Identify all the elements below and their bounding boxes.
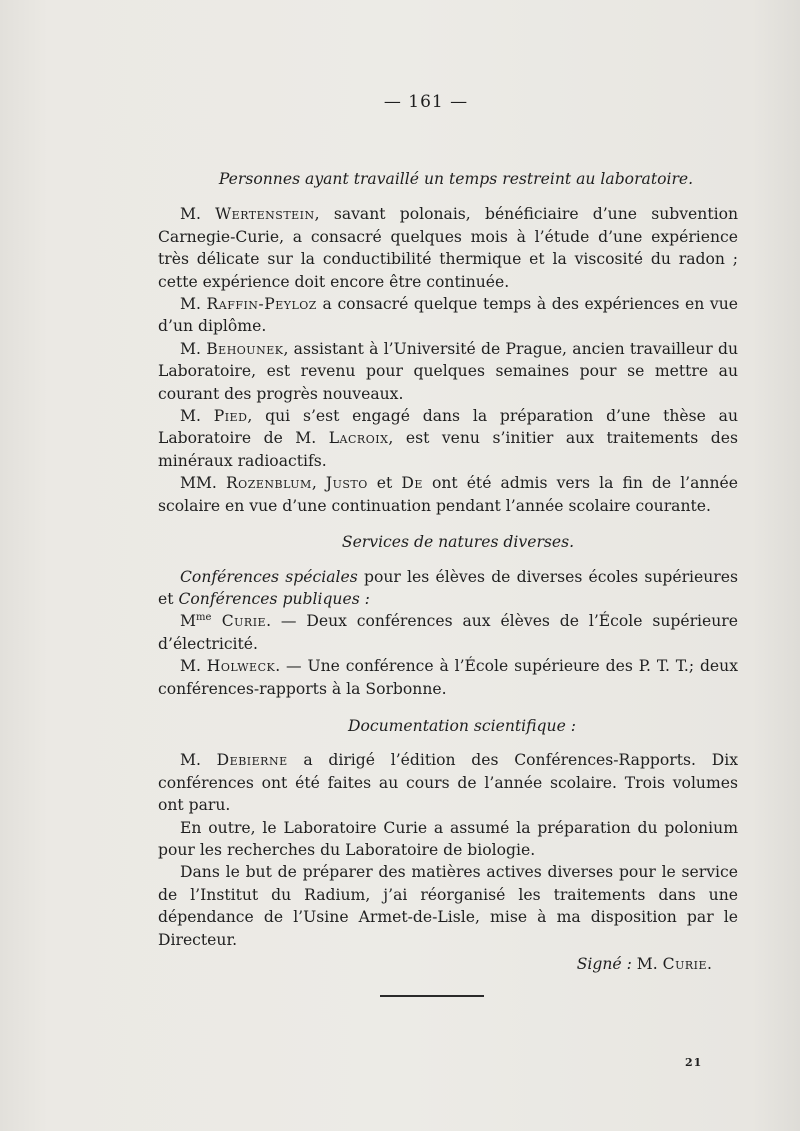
person-name: Curie — [211, 612, 267, 631]
separator: et — [367, 474, 402, 493]
paragraph-debierne — [158, 749, 738, 816]
title-prefix: M. — [180, 657, 207, 676]
paragraph-text: . — Deux conférences aux élèves de l’École supérieure d’électricité. — [158, 612, 738, 653]
paragraph-text: pour les élèves de diverses écoles supérieures et — [158, 567, 738, 608]
person-name: Behounek — [206, 339, 284, 358]
paragraph-holweck-conferences — [158, 655, 738, 700]
signature-line — [158, 953, 738, 975]
paragraph-text: , qui s’est engagé dans la préparation d’une thèse au Laboratoire de M. — [158, 407, 738, 448]
person-name: Rozenblum — [225, 474, 312, 493]
paragraph-raffin — [158, 293, 738, 338]
paragraph-text: . — Une conférence à l’École supérieure des P. T. T.; deux conférences-rapports à la Sorbonne. — [158, 657, 738, 698]
paragraph-wertenstein — [158, 203, 738, 293]
section-heading-documentation: Documentation scientifique : — [347, 716, 577, 735]
separator: , — [311, 474, 326, 493]
paragraph-rozenblum — [158, 472, 738, 517]
title-prefix: M. — [180, 205, 216, 224]
title-prefix: M. — [180, 751, 217, 770]
paragraph-behounek — [158, 338, 738, 405]
paragraph-text: a dirigé l’édition des Conférences-Rapports. Dix conférences ont été faites au cours de l’année scolaire. Trois volumes ont paru. — [158, 751, 739, 815]
paragraph-conferences-intro — [158, 566, 738, 611]
paragraph-text: a consacré quelque temps à des expériences en vue d’un diplôme. — [158, 295, 738, 336]
closing-rule — [380, 995, 484, 997]
document-body — [158, 168, 738, 975]
signature-prefix: M. — [636, 955, 663, 973]
paragraph-usine: Dans le but de préparer des matières actives diverses pour le service de l’Institut du Radium, j’ai réorganisé les traitements dans une dépendance de l’Usine Armet-de-Lisle, mise à ma disposition par le Directeur. — [158, 863, 738, 949]
section-heading-limited: Personnes ayant travaillé un temps restreint au laboratoire. — [218, 170, 694, 188]
title-prefix: M. — [180, 295, 207, 314]
signature-label: Signé : — [576, 955, 637, 973]
paragraph-pied — [158, 405, 738, 472]
person-name: Debierne — [216, 751, 288, 770]
person-name: Wertenstein — [215, 205, 315, 224]
paragraph-text: , est venu s’initier aux traitements des minéraux radioactifs. — [158, 429, 738, 470]
person-name: De — [401, 474, 423, 493]
person-name: Pied — [213, 407, 248, 426]
paragraph-text: ont été admis vers la fin de l’année scolaire en vue d’une continuation pendant l’année scolaire courante. — [158, 474, 738, 515]
person-name: Lacroix — [328, 429, 389, 448]
title-superscript: me — [195, 612, 212, 624]
printer-signature-mark: 21 — [685, 1056, 703, 1069]
paragraph-curie-conferences — [158, 610, 738, 655]
person-name: Justo — [325, 474, 368, 493]
paragraph-text: , assistant à l’Université de Prague, ancien travailleur du Laboratoire, est revenu pour quelques semaines pour se mettre au courant des progrès nouveaux. — [158, 339, 738, 403]
italic-label: Conférences publiques : — [178, 589, 370, 608]
section-heading-services: Services de natures diverses. — [341, 533, 575, 552]
title-prefix: M. — [180, 407, 214, 426]
person-name: Holweck — [206, 657, 276, 676]
person-name: Raffin-Peyloz — [206, 295, 317, 314]
signature-name: Curie — [662, 955, 708, 973]
italic-label: Conférences spéciales — [180, 567, 358, 586]
title-prefix: M. — [180, 339, 207, 358]
paragraph-polonium: En outre, le Laboratoire Curie a assumé la préparation du polonium pour les recherches du Laboratoire de biologie. — [158, 818, 738, 859]
paragraph-text: , savant polonais, bénéficiaire d’une subvention Carnegie-Curie, a consacré quelques mois à l’étude d’une expérience très délicate sur la conductibilité thermique et la viscosité du radon ; cette expérience doit encore être continuée. — [158, 205, 738, 291]
signature-end: . — [707, 955, 712, 973]
page-number: — 161 — — [383, 92, 469, 112]
title-prefix: MM. — [180, 474, 226, 493]
title-prefix: M — [180, 612, 196, 631]
